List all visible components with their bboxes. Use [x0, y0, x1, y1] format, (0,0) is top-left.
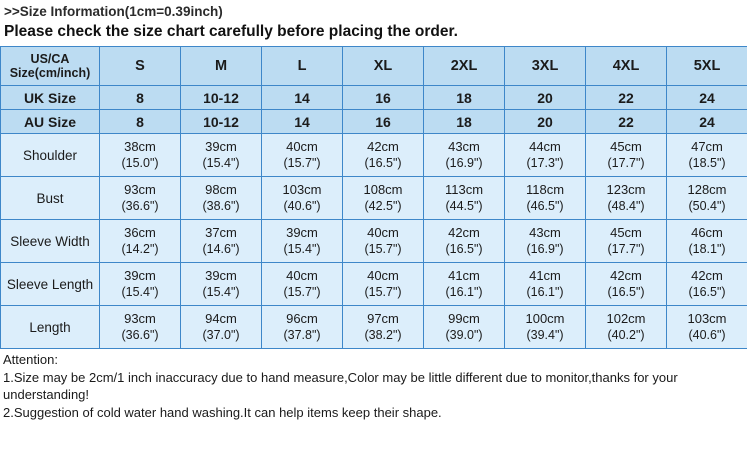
value-cm: 39cm — [205, 268, 237, 283]
value-inch: (39.4") — [526, 328, 564, 342]
value-inch: (15.7") — [364, 285, 402, 299]
value-inch: (15.4") — [283, 242, 321, 256]
value-cm: 118cm — [525, 182, 565, 197]
value-cm: 94cm — [205, 311, 237, 326]
cell-sleeve-length-s — [100, 263, 181, 306]
cell-sleeve-length-m — [181, 263, 262, 306]
row-label-sleeve-width: Sleeve Width — [1, 220, 100, 263]
cell-shoulder-xl — [343, 134, 424, 177]
table-row — [1, 134, 747, 177]
table-row — [1, 177, 747, 220]
value-cm: 128cm — [687, 182, 727, 197]
cell-length-l — [262, 306, 343, 349]
cell-au-size-s: 8 — [100, 110, 181, 134]
value-cm: 39cm — [205, 139, 237, 154]
cell-uk-size-4xl: 22 — [586, 86, 667, 110]
value-inch: (16.5") — [445, 242, 483, 256]
cell-length-m — [181, 306, 262, 349]
value-cm: 98cm — [205, 182, 237, 197]
value-inch: (16.9") — [445, 156, 483, 170]
value-cm: 40cm — [286, 139, 318, 154]
value-cm: 45cm — [610, 225, 642, 240]
value-cm: 113cm — [444, 182, 484, 197]
attention-section — [0, 349, 747, 421]
value-inch: (14.6") — [202, 242, 240, 256]
column-header-xl: XL — [343, 47, 424, 86]
size-chart-body — [1, 47, 747, 349]
value-inch: (18.1") — [688, 242, 726, 256]
size-information-heading: >>Size Information(1cm=0.39inch) — [4, 4, 223, 19]
row-header-label-line1: US/CA Size(cm/inch) — [9, 52, 91, 80]
value-inch: (40.2") — [607, 328, 645, 342]
cell-length-s — [100, 306, 181, 349]
cell-au-size-3xl: 20 — [505, 110, 586, 134]
column-header-s: S — [100, 47, 181, 86]
attention-note-1: 1.Size may be 2cm/1 inch inaccuracy due to hand measure,Color may be little different due to monitor,thanks for your understanding! — [3, 369, 682, 402]
cell-sleeve-width-s — [100, 220, 181, 263]
value-inch: (36.6") — [121, 328, 159, 342]
column-header-3xl: 3XL — [505, 47, 586, 86]
cell-sleeve-length-4xl — [586, 263, 667, 306]
value-cm: 44cm — [529, 139, 561, 154]
cell-bust-2xl — [424, 177, 505, 220]
cell-au-size-4xl: 22 — [586, 110, 667, 134]
value-cm: 43cm — [529, 225, 561, 240]
cell-uk-size-xl: 16 — [343, 86, 424, 110]
table-row — [1, 110, 747, 134]
cell-uk-size-m: 10-12 — [181, 86, 262, 110]
value-cm: 96cm — [286, 311, 318, 326]
value-cm: 102cm — [606, 311, 646, 326]
value-cm: 46cm — [691, 225, 723, 240]
row-label-shoulder: Shoulder — [1, 134, 100, 177]
size-chart-notice: Please check the size chart carefully before placing the order. — [4, 23, 458, 40]
value-cm: 108cm — [363, 182, 403, 197]
value-inch: (37.0") — [202, 328, 240, 342]
value-inch: (40.6") — [283, 199, 321, 213]
cell-sleeve-width-l — [262, 220, 343, 263]
value-cm: 40cm — [367, 225, 399, 240]
cell-uk-size-3xl: 20 — [505, 86, 586, 110]
cell-bust-xl — [343, 177, 424, 220]
column-header-5xl: 5XL — [667, 47, 747, 86]
cell-shoulder-s — [100, 134, 181, 177]
row-label-uk-size: UK Size — [1, 86, 100, 110]
value-cm: 100cm — [525, 311, 565, 326]
value-cm: 42cm — [691, 268, 723, 283]
attention-title: Attention: — [3, 352, 58, 367]
value-inch: (37.8") — [283, 328, 321, 342]
value-cm: 42cm — [367, 139, 399, 154]
table-row — [1, 306, 747, 349]
cell-au-size-l: 14 — [262, 110, 343, 134]
cell-bust-m — [181, 177, 262, 220]
table-header-row — [1, 47, 747, 86]
cell-length-3xl — [505, 306, 586, 349]
value-inch: (15.0") — [121, 156, 159, 170]
value-cm: 40cm — [286, 268, 318, 283]
row-label-length: Length — [1, 306, 100, 349]
cell-sleeve-length-l — [262, 263, 343, 306]
value-inch: (16.5") — [364, 156, 402, 170]
value-inch: (38.6") — [202, 199, 240, 213]
row-label-bust: Bust — [1, 177, 100, 220]
value-cm: 41cm — [529, 268, 561, 283]
value-inch: (15.4") — [202, 285, 240, 299]
cell-au-size-2xl: 18 — [424, 110, 505, 134]
cell-shoulder-5xl — [667, 134, 747, 177]
cell-sleeve-length-3xl — [505, 263, 586, 306]
cell-sleeve-width-3xl — [505, 220, 586, 263]
value-inch: (15.7") — [364, 242, 402, 256]
value-cm: 39cm — [124, 268, 156, 283]
table-row — [1, 86, 747, 110]
value-cm: 41cm — [448, 268, 480, 283]
cell-length-2xl — [424, 306, 505, 349]
cell-sleeve-width-m — [181, 220, 262, 263]
cell-bust-3xl — [505, 177, 586, 220]
table-row — [1, 263, 747, 306]
cell-shoulder-2xl — [424, 134, 505, 177]
cell-sleeve-width-5xl — [667, 220, 747, 263]
table-row — [1, 220, 747, 263]
value-cm: 37cm — [205, 225, 237, 240]
value-cm: 39cm — [286, 225, 318, 240]
value-inch: (16.9") — [526, 242, 564, 256]
cell-bust-4xl — [586, 177, 667, 220]
value-inch: (40.6") — [688, 328, 726, 342]
cell-shoulder-l — [262, 134, 343, 177]
value-inch: (15.4") — [202, 156, 240, 170]
value-inch: (15.7") — [283, 156, 321, 170]
attention-note-2: 2.Suggestion of cold water hand washing.It can help items keep their shape. — [3, 404, 442, 420]
cell-length-5xl — [667, 306, 747, 349]
value-inch: (17.3") — [526, 156, 564, 170]
cell-sleeve-width-2xl — [424, 220, 505, 263]
value-cm: 42cm — [448, 225, 480, 240]
value-inch: (14.2") — [121, 242, 159, 256]
cell-au-size-5xl: 24 — [667, 110, 747, 134]
cell-bust-l — [262, 177, 343, 220]
value-inch: (15.4") — [121, 285, 159, 299]
value-inch: (16.5") — [688, 285, 726, 299]
value-inch: (44.5") — [445, 199, 483, 213]
cell-shoulder-m — [181, 134, 262, 177]
value-cm: 99cm — [448, 311, 480, 326]
value-cm: 123cm — [606, 182, 646, 197]
row-header-label — [1, 47, 100, 86]
cell-length-4xl — [586, 306, 667, 349]
cell-sleeve-length-xl — [343, 263, 424, 306]
value-cm: 103cm — [687, 311, 727, 326]
value-cm: 93cm — [124, 311, 156, 326]
value-cm: 47cm — [691, 139, 723, 154]
cell-shoulder-3xl — [505, 134, 586, 177]
size-chart-table — [0, 46, 747, 349]
cell-uk-size-2xl: 18 — [424, 86, 505, 110]
cell-bust-5xl — [667, 177, 747, 220]
value-cm: 38cm — [124, 139, 156, 154]
cell-sleeve-width-xl — [343, 220, 424, 263]
cell-bust-s — [100, 177, 181, 220]
value-cm: 40cm — [367, 268, 399, 283]
value-inch: (16.5") — [607, 285, 645, 299]
value-inch: (36.6") — [121, 199, 159, 213]
column-header-2xl: 2XL — [424, 47, 505, 86]
cell-shoulder-4xl — [586, 134, 667, 177]
value-inch: (17.7") — [607, 156, 645, 170]
row-label-au-size: AU Size — [1, 110, 100, 134]
value-inch: (46.5") — [526, 199, 564, 213]
column-header-m: M — [181, 47, 262, 86]
cell-uk-size-5xl: 24 — [667, 86, 747, 110]
cell-uk-size-l: 14 — [262, 86, 343, 110]
value-inch: (16.1") — [526, 285, 564, 299]
value-cm: 93cm — [124, 182, 156, 197]
value-inch: (48.4") — [607, 199, 645, 213]
value-inch: (50.4") — [688, 199, 726, 213]
value-cm: 42cm — [610, 268, 642, 283]
value-inch: (18.5") — [688, 156, 726, 170]
cell-sleeve-width-4xl — [586, 220, 667, 263]
value-cm: 97cm — [367, 311, 399, 326]
value-cm: 103cm — [282, 182, 322, 197]
value-inch: (42.5") — [364, 199, 402, 213]
column-header-4xl: 4XL — [586, 47, 667, 86]
value-inch: (16.1") — [445, 285, 483, 299]
value-cm: 36cm — [124, 225, 156, 240]
cell-au-size-m: 10-12 — [181, 110, 262, 134]
cell-sleeve-length-5xl — [667, 263, 747, 306]
column-header-l: L — [262, 47, 343, 86]
value-inch: (39.0") — [445, 328, 483, 342]
row-label-sleeve-length: Sleeve Length — [1, 263, 100, 306]
value-inch: (15.7") — [283, 285, 321, 299]
cell-uk-size-s: 8 — [100, 86, 181, 110]
value-cm: 45cm — [610, 139, 642, 154]
cell-length-xl — [343, 306, 424, 349]
value-inch: (38.2") — [364, 328, 402, 342]
cell-au-size-xl: 16 — [343, 110, 424, 134]
cell-sleeve-length-2xl — [424, 263, 505, 306]
value-cm: 43cm — [448, 139, 480, 154]
value-inch: (17.7") — [607, 242, 645, 256]
